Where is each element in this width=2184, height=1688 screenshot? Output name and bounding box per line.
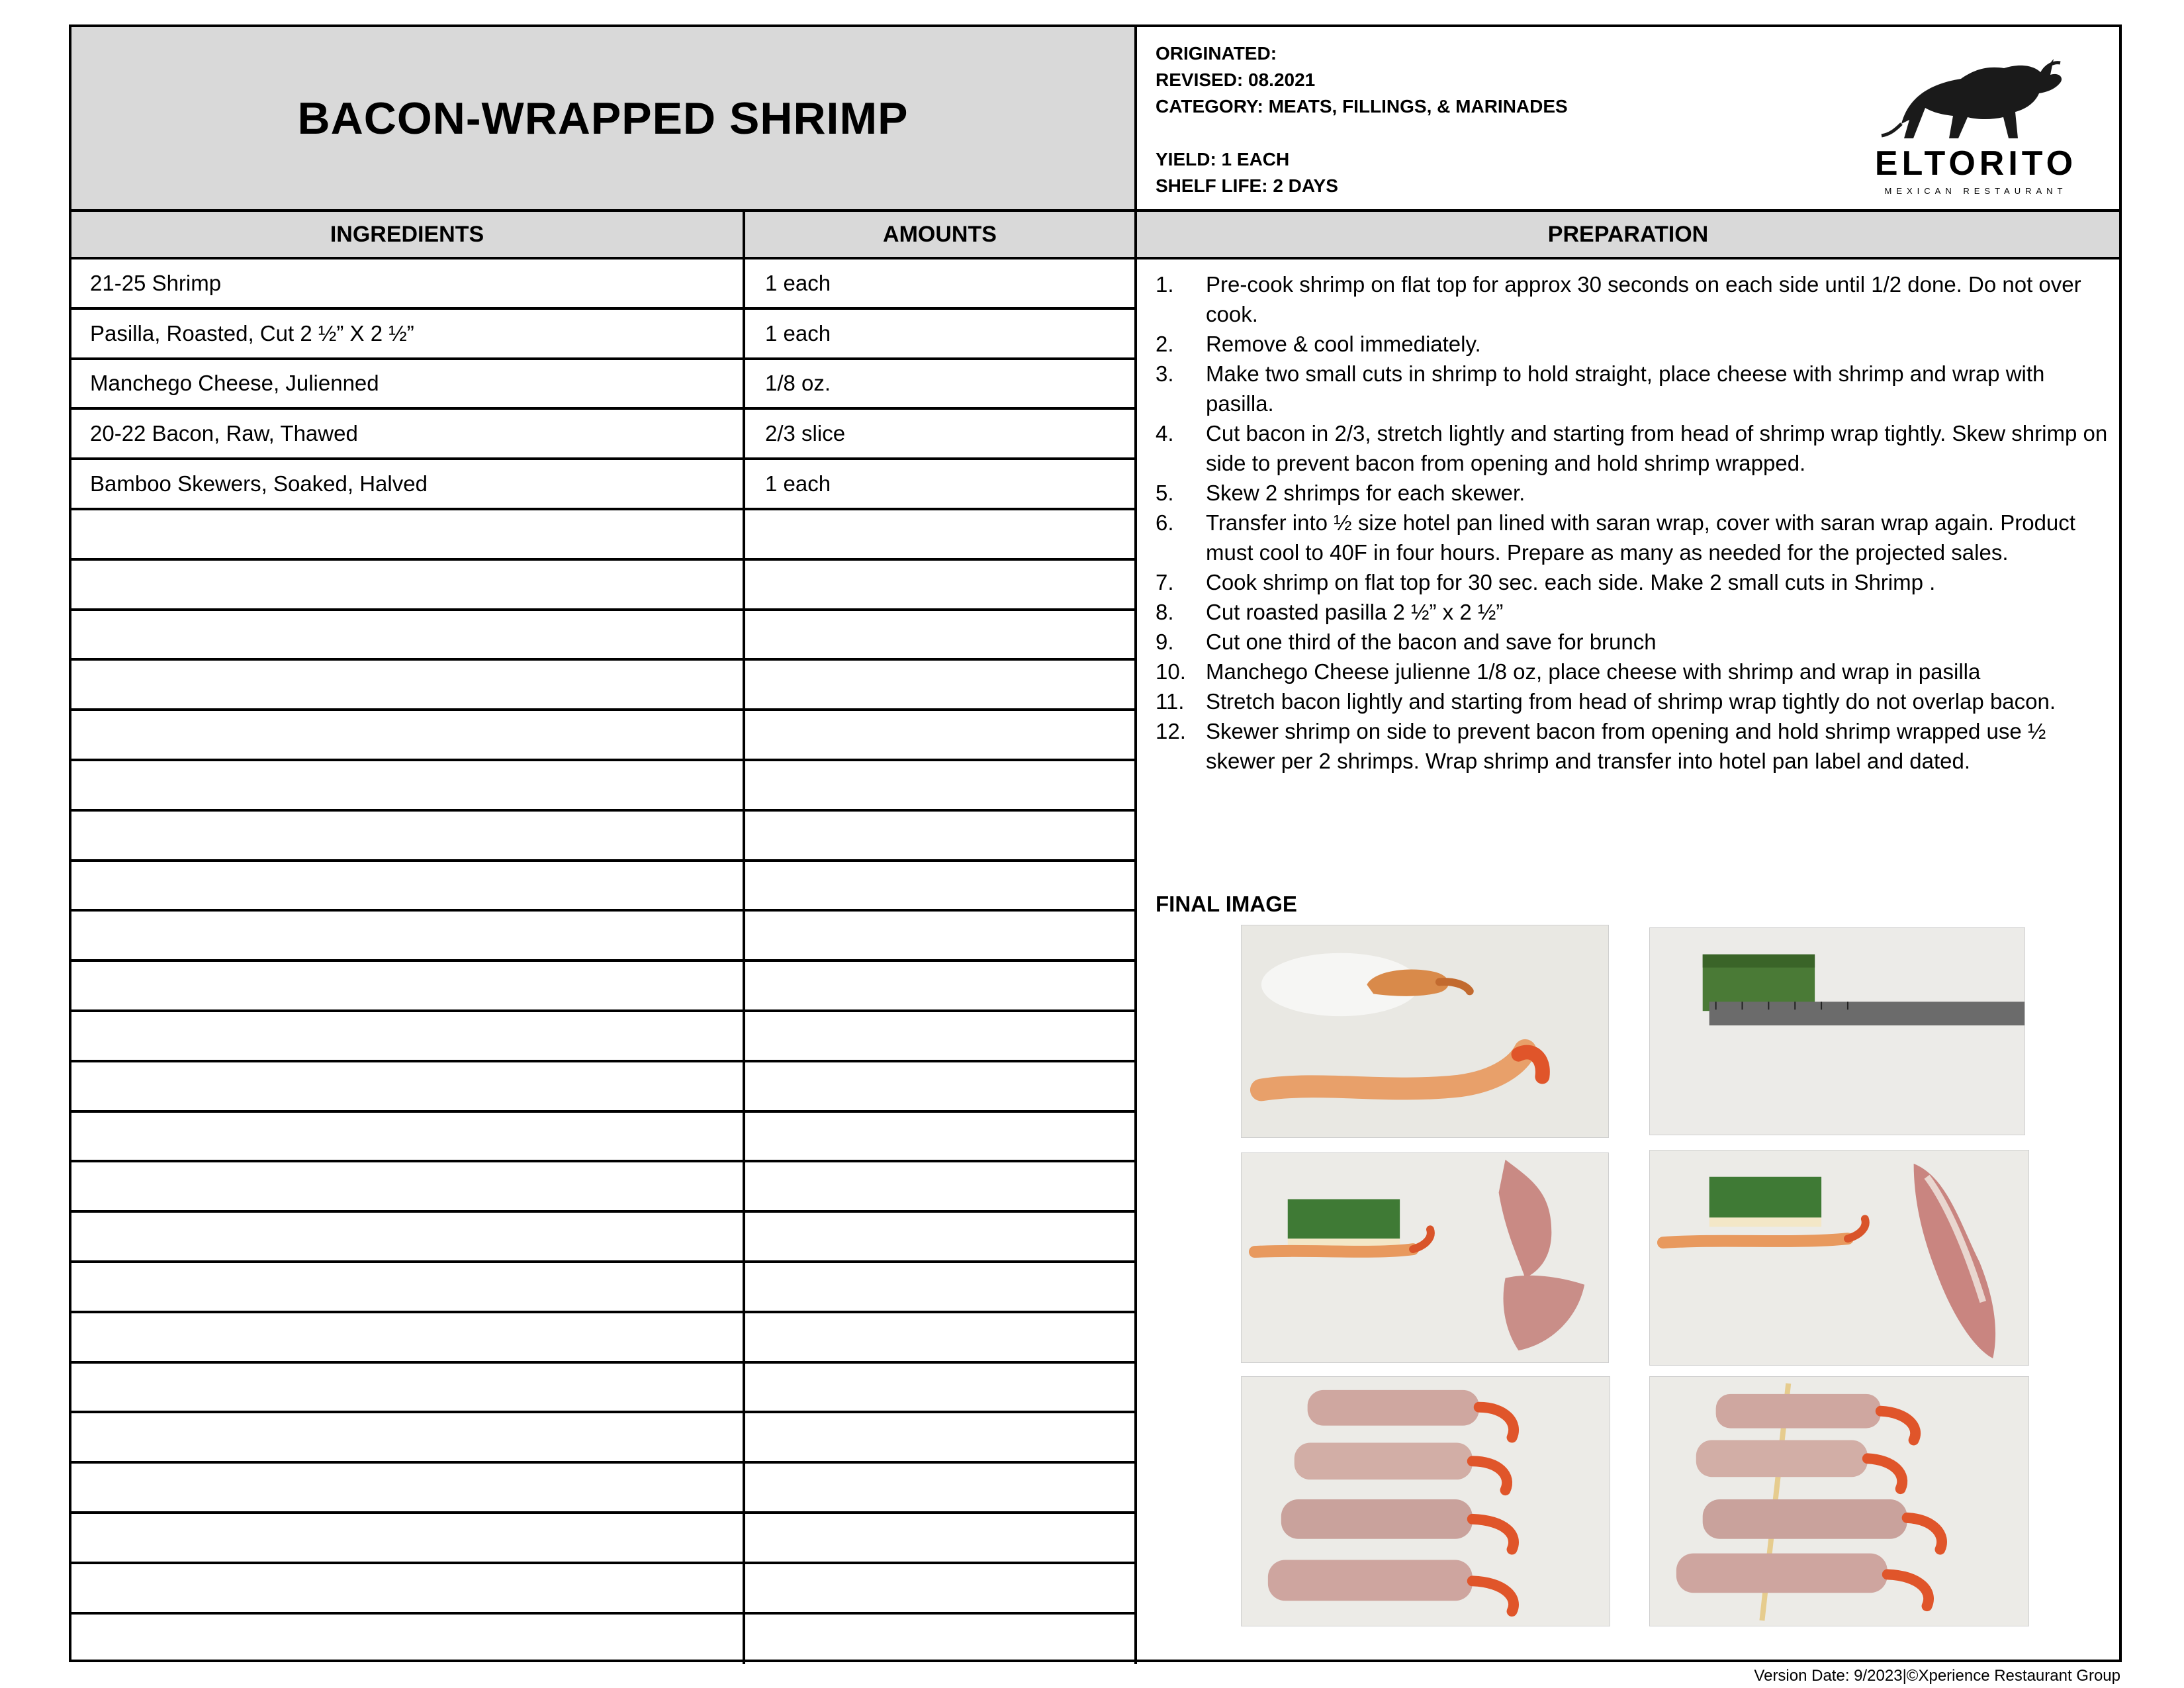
preparation-step xyxy=(1156,627,2109,657)
ingredient-name xyxy=(71,1263,745,1311)
bull-icon xyxy=(1862,46,2090,145)
ingredient-amount xyxy=(745,1113,1137,1160)
table-row xyxy=(71,711,1137,761)
table-row xyxy=(71,1364,1137,1414)
ingredient-name xyxy=(71,1113,745,1160)
ingredient-amount xyxy=(745,1162,1137,1210)
category-field: CATEGORY: MEATS, FILLINGS, & MARINADES xyxy=(1156,96,1568,117)
table-row xyxy=(71,962,1137,1012)
ingredient-name xyxy=(71,510,745,558)
ingredient-amount xyxy=(745,761,1137,809)
step-number: 12. xyxy=(1156,719,1186,743)
ingredient-amount xyxy=(745,862,1137,910)
ingredient-name xyxy=(71,711,745,759)
table-row xyxy=(71,1263,1137,1313)
ingredient-amount: 1 each xyxy=(745,460,1137,508)
ingredient-amount xyxy=(745,1413,1137,1461)
step-text: Manchego Cheese julienne 1/8 oz, place cheese with shrimp and wrap in pasilla xyxy=(1206,659,1981,684)
preparation-list xyxy=(1156,269,2109,776)
table-row xyxy=(71,1514,1137,1564)
preparation-step xyxy=(1156,597,2109,627)
step-text: Cut bacon in 2/3, stretch lightly and starting from head of shrimp wrap tightly. Skew shrimp on side to prevent bacon from opening and hold shrimp wrapped. xyxy=(1206,421,2108,475)
step-number: 1. xyxy=(1156,272,1174,297)
ingredient-name: Manchego Cheese, Julienned xyxy=(71,360,745,408)
ingredient-amount: 1 each xyxy=(745,259,1137,307)
table-row xyxy=(71,1213,1137,1263)
ingredient-name: Bamboo Skewers, Soaked, Halved xyxy=(71,460,745,508)
ingredient-name xyxy=(71,1564,745,1612)
ingredient-name xyxy=(71,812,745,859)
ingredient-amount xyxy=(745,1062,1137,1110)
originated-field: ORIGINATED: xyxy=(1156,43,1277,64)
ingredient-name xyxy=(71,1012,745,1060)
meta-cell xyxy=(1137,27,2119,209)
photo-assembly-1 xyxy=(1241,1152,1609,1363)
table-row xyxy=(71,661,1137,711)
ingredient-name xyxy=(71,761,745,809)
ingredient-name: Pasilla, Roasted, Cut 2 ½” X 2 ½” xyxy=(71,310,745,357)
ingredient-name xyxy=(71,1464,745,1511)
preparation-step xyxy=(1156,418,2109,478)
table-row xyxy=(71,862,1137,912)
preparation-step xyxy=(1156,657,2109,686)
step-number: 9. xyxy=(1156,630,1174,654)
ingredient-name xyxy=(71,912,745,959)
footer-version: Version Date: 9/2023|©Xperience Restaurant Group xyxy=(1754,1667,2120,1685)
ingredient-name xyxy=(71,1213,745,1260)
table-row xyxy=(71,410,1137,460)
step-text: Make two small cuts in shrimp to hold straight, place cheese with shrimp and wrap with pasilla. xyxy=(1206,361,2045,416)
photo-shrimp xyxy=(1241,925,1609,1138)
step-number: 11. xyxy=(1156,689,1185,714)
recipe-title: BACON-WRAPPED SHRIMP xyxy=(297,93,909,144)
ingredient-name: 21-25 Shrimp xyxy=(71,259,745,307)
photo-assembly-2 xyxy=(1649,1150,2029,1366)
ingredient-amount xyxy=(745,1615,1137,1665)
step-number: 4. xyxy=(1156,421,1174,445)
step-number: 10. xyxy=(1156,659,1186,684)
table-row xyxy=(71,1615,1137,1665)
step-number: 7. xyxy=(1156,570,1174,594)
ingredient-name xyxy=(71,661,745,708)
table-row xyxy=(71,611,1137,661)
table-row xyxy=(71,812,1137,862)
step-text: Cut roasted pasilla 2 ½” x 2 ½” xyxy=(1206,600,1504,624)
step-number: 3. xyxy=(1156,361,1174,386)
ingredient-amount xyxy=(745,1364,1137,1411)
shelf-life-field: SHELF LIFE: 2 DAYS xyxy=(1156,175,1338,196)
step-text: Remove & cool immediately. xyxy=(1206,332,1481,356)
ingredient-amount xyxy=(745,1564,1137,1612)
step-number: 8. xyxy=(1156,600,1174,624)
ingredient-name xyxy=(71,611,745,659)
ingredient-name xyxy=(71,1615,745,1665)
table-row xyxy=(71,259,1137,310)
ingredient-name xyxy=(71,1162,745,1210)
step-text: Pre-cook shrimp on flat top for approx 30 seconds on each side until 1/2 done. Do not over cook. xyxy=(1206,272,2081,326)
ingredient-name xyxy=(71,1364,745,1411)
table-row xyxy=(71,1564,1137,1615)
preparation-step xyxy=(1156,508,2109,567)
step-text: Cut one third of the bacon and save for brunch xyxy=(1206,630,1657,654)
photo-pasilla-ruler xyxy=(1649,927,2025,1135)
ingredient-amount xyxy=(745,1464,1137,1511)
ingredient-amount xyxy=(745,812,1137,859)
ingredients-header: INGREDIENTS xyxy=(71,209,745,259)
ingredient-name xyxy=(71,862,745,910)
preparation-step xyxy=(1156,478,2109,508)
yield-field: YIELD: 1 EACH xyxy=(1156,149,1290,169)
table-row xyxy=(71,460,1137,510)
ingredient-amount: 2/3 slice xyxy=(745,410,1137,457)
table-row xyxy=(71,1313,1137,1364)
step-number: 2. xyxy=(1156,332,1174,356)
table-row xyxy=(71,761,1137,812)
ingredient-amount xyxy=(745,711,1137,759)
ingredient-amount: 1/8 oz. xyxy=(745,360,1137,408)
el-torito-logo xyxy=(1862,46,2090,198)
table-row xyxy=(71,360,1137,410)
ingredient-amount xyxy=(745,912,1137,959)
table-row xyxy=(71,1413,1137,1464)
ingredient-amount xyxy=(745,1313,1137,1361)
recipe-card xyxy=(69,24,2122,1662)
table-row xyxy=(71,1012,1137,1062)
preparation-step xyxy=(1156,359,2109,418)
logo-name: ELTORITO xyxy=(1874,144,2077,183)
table-row xyxy=(71,1113,1137,1163)
meta-block xyxy=(1156,40,1568,199)
ingredient-name xyxy=(71,561,745,608)
step-number: 6. xyxy=(1156,510,1174,535)
preparation-step xyxy=(1156,329,2109,359)
preparation-step xyxy=(1156,269,2109,329)
ingredient-amount xyxy=(745,510,1137,558)
ingredient-amount xyxy=(745,561,1137,608)
title-cell xyxy=(71,27,1137,209)
ingredient-amount xyxy=(745,661,1137,708)
step-number: 5. xyxy=(1156,481,1174,505)
amounts-header: AMOUNTS xyxy=(745,209,1137,259)
table-row xyxy=(71,1162,1137,1213)
table-row xyxy=(71,1464,1137,1514)
ingredient-name xyxy=(71,962,745,1009)
step-text: Cook shrimp on flat top for 30 sec. each side. Make 2 small cuts in Shrimp . xyxy=(1206,570,1936,594)
ingredient-name xyxy=(71,1413,745,1461)
ingredient-name xyxy=(71,1514,745,1562)
table-row xyxy=(71,510,1137,561)
ingredient-amount xyxy=(745,1012,1137,1060)
ingredient-amount xyxy=(745,1514,1137,1562)
step-text: Stretch bacon lightly and starting from head of shrimp wrap tightly do not overlap bacon. xyxy=(1206,689,2056,714)
preparation-steps xyxy=(1156,269,2109,776)
ingredient-amount xyxy=(745,611,1137,659)
preparation-step xyxy=(1156,716,2109,776)
step-text: Skew 2 shrimps for each skewer. xyxy=(1206,481,1525,505)
ingredient-name: 20-22 Bacon, Raw, Thawed xyxy=(71,410,745,457)
logo-tagline: MEXICAN RESTAURANT xyxy=(1884,186,2068,196)
table-row xyxy=(71,561,1137,611)
step-text: Transfer into ½ size hotel pan lined with saran wrap, cover with saran wrap again. Product must cool to 40F in four hours. Prepare as many as needed for the projected sales. xyxy=(1206,510,2075,565)
final-image-label: FINAL IMAGE xyxy=(1156,892,1297,916)
ingredient-amount xyxy=(745,962,1137,1009)
photo-wrapped-shrimp xyxy=(1241,1376,1610,1626)
preparation-step xyxy=(1156,567,2109,597)
ingredient-name xyxy=(71,1313,745,1361)
table-row xyxy=(71,310,1137,360)
table-row xyxy=(71,912,1137,962)
ingredient-name xyxy=(71,1062,745,1110)
ingredient-amount xyxy=(745,1263,1137,1311)
photo-skewered-shrimp xyxy=(1649,1376,2029,1626)
table-row xyxy=(71,1062,1137,1113)
ingredients-table xyxy=(71,259,1137,1664)
ingredient-amount xyxy=(745,1213,1137,1260)
revised-field: REVISED: 08.2021 xyxy=(1156,70,1316,90)
ingredient-amount: 1 each xyxy=(745,310,1137,357)
preparation-step xyxy=(1156,686,2109,716)
preparation-header: PREPARATION xyxy=(1137,209,2119,259)
step-text: Skewer shrimp on side to prevent bacon from opening and hold shrimp wrapped use ½ skewer per 2 shrimps. Wrap shrimp and transfer into hotel pan label and dated. xyxy=(1206,719,2046,773)
